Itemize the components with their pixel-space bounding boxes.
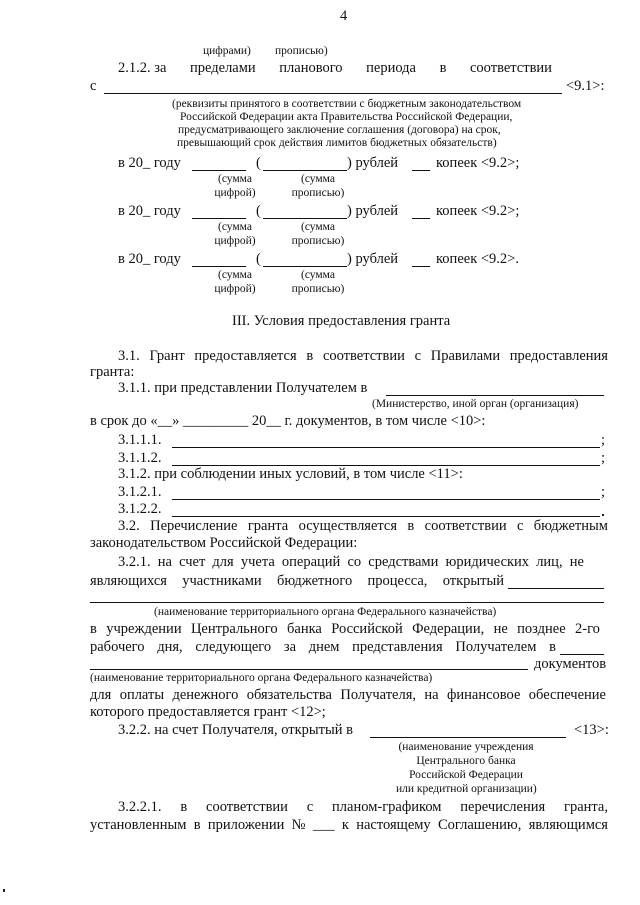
bank-note-4: или кредитной организации) [396,783,537,795]
label-words: прописью) [275,45,328,57]
word: бюджетным [533,518,608,534]
fill-line-account [508,588,604,589]
clause-3-2-1 [118,554,584,571]
word: Федерации, [412,621,485,637]
word: открытый [442,573,504,589]
word: представления [352,639,443,655]
word: со [347,554,362,570]
word: 3.1. [118,348,140,364]
clause-3-2-2: 3.2.2. на счет Получателя, открытый в [118,722,353,738]
word: обязательства [246,687,332,703]
year-label: в 20_ году [118,203,181,219]
clause-3-1-1-1: 3.1.1.1. [118,432,162,448]
word: бюджетного [276,573,353,589]
period-mark [602,514,604,516]
word: дня, [157,639,183,655]
word: днем [308,639,340,655]
word: в [90,621,97,637]
year-label: в 20_ году [118,251,181,267]
word: Соглашению, [438,817,522,833]
act-note-line-1: (реквизиты принятого в соответствии с бюджетным законодательством [172,98,522,110]
word: настоящему [356,817,431,833]
sum-words-caption: (сумма прописью) [291,221,345,247]
word: 3.2.2.1. [118,799,162,815]
bank-note-1: (наименование учреждения [398,741,534,753]
clause-3-1-cont: гранта: [90,364,135,380]
word: Получателем [455,639,537,655]
kopecks-label: копеек <9.2>; [436,203,520,219]
open-paren: ( [256,251,261,267]
payment-line [90,687,606,704]
word: с [516,518,524,534]
word: для [90,687,112,703]
sum-words-caption: (сумма прописью) [291,173,345,199]
word: не [493,621,508,637]
word: 2-го [575,621,600,637]
clause-3-1-2-1: 3.1.2.1. [118,484,162,500]
word: 2.1.2. за [118,60,167,76]
word: планом-графиком [332,799,442,815]
rubles-label: ) рублей [347,203,399,219]
word: банка [287,621,322,637]
word: ___ [312,817,335,833]
clause-2-1-2 [118,60,552,77]
word: № [291,817,306,833]
word: за [283,639,297,655]
word: операций [281,554,341,570]
word: учета [240,554,275,570]
word: в [439,60,447,76]
clause-3-1-1-2-end: ; [601,450,606,466]
open-paren: ( [256,155,261,171]
treasury-note: (наименование территориального органа Федерального казначейства) [154,606,497,618]
word: участниками [182,573,262,589]
clause-3-1-1-2: 3.1.1.2. [118,450,162,466]
word: в [549,639,556,655]
documents-word: документов [534,656,607,672]
word: рабочего [90,639,145,655]
clause-3-1-2-2: 3.1.2.2. [118,501,162,517]
page-number: 4 [340,8,348,24]
fill-line-bank [370,737,566,738]
kopecks-field [412,170,430,171]
word: к [341,817,349,833]
clause-3-1-2: 3.1.2. при соблюдении иных условий, в том числе <11>: [118,466,463,482]
word: соответствии [322,348,405,364]
kopecks-field [412,218,430,219]
word: для [212,554,234,570]
word: на [424,687,439,703]
scan-mark [3,889,5,892]
sum-words-field [263,170,347,171]
word: 3.2. [118,518,140,534]
fill-line-treasury [90,602,604,603]
deadline-line: в срок до «__» _________ 20__ г. документов, в том числе <10>: [90,413,486,429]
workday-line [90,639,556,656]
word: пределами [190,60,256,76]
bank-note-3: Российской Федерации [409,769,523,781]
word: Правилами [430,348,501,364]
act-note-line-4: превышающий срок действия лимитов бюджетных обязательств) [177,137,497,149]
word: предоставляется [194,348,297,364]
fill-line-ministry [386,395,604,396]
rubles-label: ) рублей [347,251,399,267]
fill-line-recipient-in [560,654,604,655]
word: процесса, [367,573,428,589]
word: соответствии [470,60,552,76]
word: в [180,799,188,815]
word: Грант [149,348,185,364]
clause-3-2-1-line-2 [90,573,504,590]
rubles-label: ) рублей [347,155,399,171]
word: следующего [195,639,272,655]
fill-line-3-1-2-1 [172,499,600,500]
word: не [569,554,584,570]
word: финансовое [447,687,521,703]
word: с [414,348,422,364]
sum-digits-field [192,218,246,219]
word: планового [279,60,343,76]
sum-words-field [263,266,347,267]
clause-3-2-2-1 [118,799,608,816]
fill-line-treasury-2 [90,669,528,670]
word: соответствии [206,799,288,815]
word: оплаты [119,687,165,703]
kopecks-label: копеек <9.2>; [436,155,520,171]
act-note-line-2: Российской Федерации акта Правительства Российской Федерации, [180,111,513,123]
clause-3-1-1: 3.1.1. при представлении Получателем в [118,380,368,396]
clause-3-2-cont: законодательством Российской Федерации: [90,535,358,551]
word: осуществляется [298,518,398,534]
word: являющимся [528,817,608,833]
sum-digits-caption: (сумма цифрой) [214,173,256,199]
word: перечисления [460,799,546,815]
word: учреждении [106,621,182,637]
open-paren: ( [256,203,261,219]
clause-3-1-1-1-end: ; [601,432,606,448]
word: являющихся [90,573,167,589]
bank-note-2: Центрального банка [416,755,516,767]
word: соответствии [424,518,507,534]
sum-digits-caption: (сумма цифрой) [214,269,256,295]
word: Перечисление [150,518,238,534]
word: позднее [517,621,566,637]
word: установленным [90,817,187,833]
kopecks-field [412,266,430,267]
word: денежного [172,687,239,703]
word: в [193,817,201,833]
clause-2-1-2-ref: <9.1>: [566,78,605,94]
year-label: в 20_ году [118,155,181,171]
word: в [407,518,415,534]
word: юридических [445,554,530,570]
label-digits: цифрами) [203,45,251,57]
word: на [157,554,172,570]
clause-3-2-2-1-line-2 [90,817,608,834]
clause-2-1-2-prefix: с [90,78,97,94]
sum-digits-caption: (сумма цифрой) [214,221,256,247]
word: предоставления [509,348,608,364]
word: обеспечение [528,687,606,703]
kopecks-label: копеек <9.2>. [436,251,519,267]
treasury-note-2: (наименование территориального органа Федерального казначейства) [90,672,433,684]
act-note-line-3: предусматривающего заключение соглашения (договора) на срок, [178,124,501,136]
sum-words-field [263,218,347,219]
payment-cont: которого предоставляется грант <12>; [90,704,326,720]
fill-line-act-details [104,93,562,94]
clause-3-2-2-ref: <13>: [574,722,609,738]
word: Российской [331,621,403,637]
fill-line-3-1-1-1 [172,447,600,448]
ministry-note: (Министерство, иной орган (организация) [372,398,579,410]
word: с [306,799,314,815]
clause-3-1-2-1-end: ; [601,484,606,500]
fill-line-3-1-2-2 [172,516,600,517]
sum-digits-field [192,266,246,267]
word: гранта [247,518,289,534]
sum-digits-field [192,170,246,171]
word: в [306,348,314,364]
central-bank-line [90,621,600,638]
section-title: III. Условия предоставления гранта [232,313,451,329]
word: 3.2.1. [118,554,151,570]
sum-words-caption: (сумма прописью) [291,269,345,295]
word: приложении [207,817,285,833]
word: лиц, [536,554,563,570]
word: счет [179,554,206,570]
word: средствами [368,554,439,570]
word: Получателя, [340,687,417,703]
word: Центрального [190,621,278,637]
clause-3-2 [118,518,608,535]
clause-3-1 [118,348,608,365]
word: периода [366,60,416,76]
word: гранта, [564,799,608,815]
